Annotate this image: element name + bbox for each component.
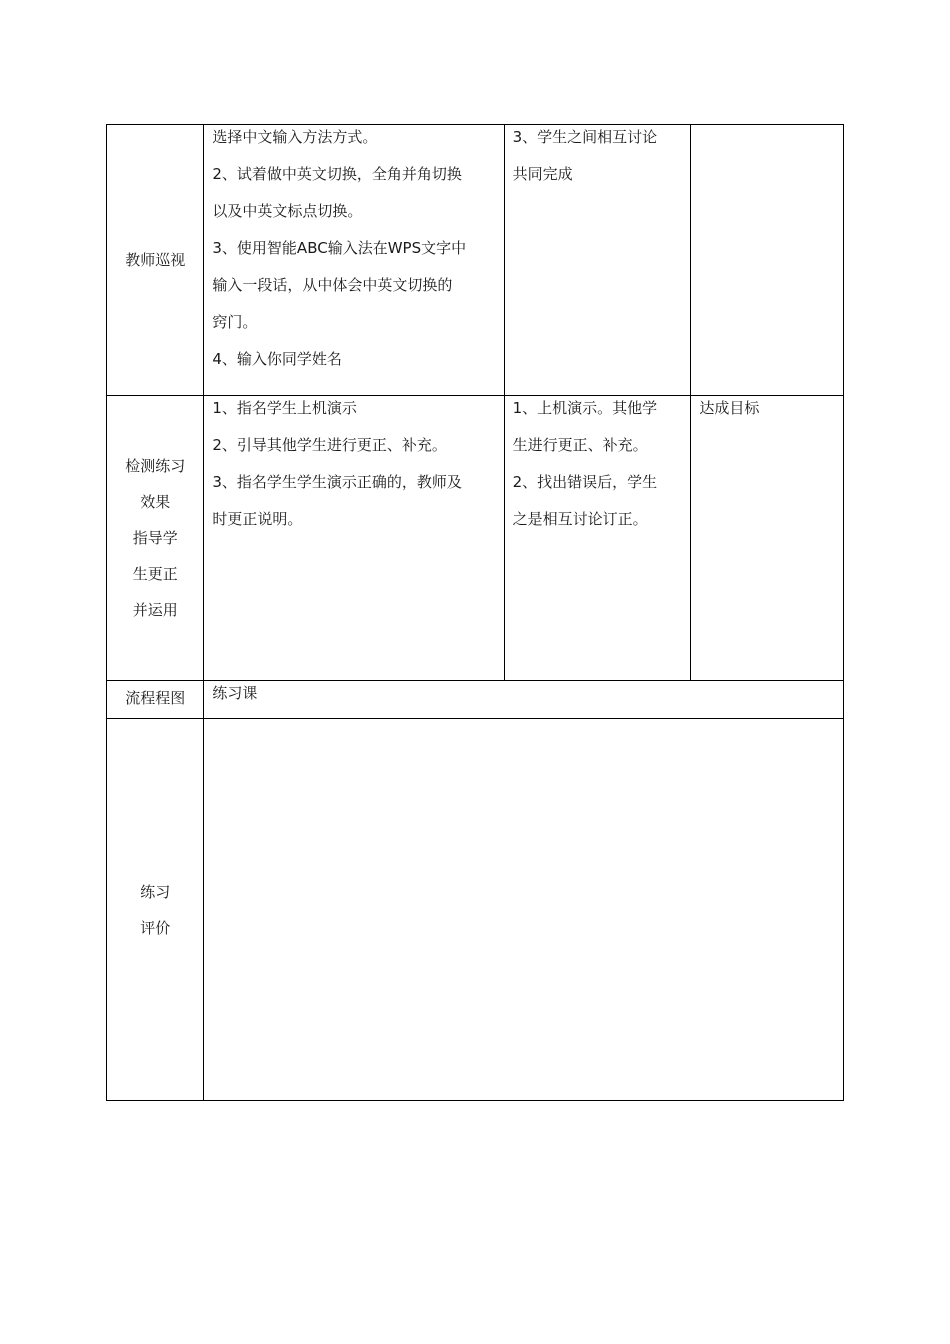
row-label: 评价 (140, 918, 171, 937)
text-line: 达成目标 (699, 399, 760, 417)
student-activity-cell (504, 396, 691, 681)
row-label: 效果 (140, 493, 171, 511)
lesson-plan-table (106, 124, 844, 1101)
flowchart-cell (204, 681, 844, 719)
row-label: 指导学 (132, 529, 178, 547)
row-label: 流程程图 (125, 688, 186, 707)
text-line: 选择中文输入方法方式。 (212, 128, 378, 146)
table-row-practice-check (107, 396, 844, 681)
text-line: 生进行更正、补充。 (512, 436, 648, 454)
row-label: 检测练习 (125, 457, 186, 475)
text-line: 3、学生之间相互讨论 (512, 128, 658, 146)
table-row-evaluation (107, 719, 844, 1101)
table-row-teacher-patrol (107, 125, 844, 396)
row-label-cell (107, 719, 204, 1101)
text-line: 1、上机演示。其他学 (512, 399, 658, 417)
text-line: 2、试着做中英文切换，全角并角切换 (212, 165, 462, 183)
text-line: 练习课 (212, 684, 258, 702)
row-label-cell (107, 396, 204, 681)
text-line: 2、找出错误后，学生 (512, 473, 658, 491)
row-label-cell (107, 125, 204, 396)
evaluation-cell (204, 719, 844, 1101)
text-line: 1、指名学生上机演示 (212, 399, 357, 417)
text-line: 共同完成 (512, 165, 573, 183)
teacher-activity-cell (204, 396, 504, 681)
text-line: 输入一段话，从中体会中英文切换的 (212, 276, 453, 294)
row-label: 生更正 (132, 565, 178, 583)
goal-cell (691, 125, 844, 396)
text-line: 之是相互讨论订正。 (512, 510, 648, 528)
text-line: 时更正说明。 (212, 510, 303, 528)
text-line: 窍门。 (212, 313, 258, 331)
row-label-cell (107, 681, 204, 719)
text-line: 4、输入你同学姓名 (212, 350, 342, 368)
table-row-flowchart (107, 681, 844, 719)
row-label: 教师巡视 (125, 251, 186, 269)
row-label: 练习 (140, 882, 171, 901)
student-activity-cell (504, 125, 691, 396)
teacher-activity-cell (204, 125, 504, 396)
goal-cell (691, 396, 844, 681)
row-label: 并运用 (132, 601, 178, 619)
text-line: 3、指名学生学生演示正确的，教师及 (212, 473, 462, 491)
text-line: 3、使用智能ABC输入法在WPS文字中 (212, 239, 467, 257)
text-line: 2、引导其他学生进行更正、补充。 (212, 436, 447, 454)
text-line: 以及中英文标点切换。 (212, 202, 363, 220)
